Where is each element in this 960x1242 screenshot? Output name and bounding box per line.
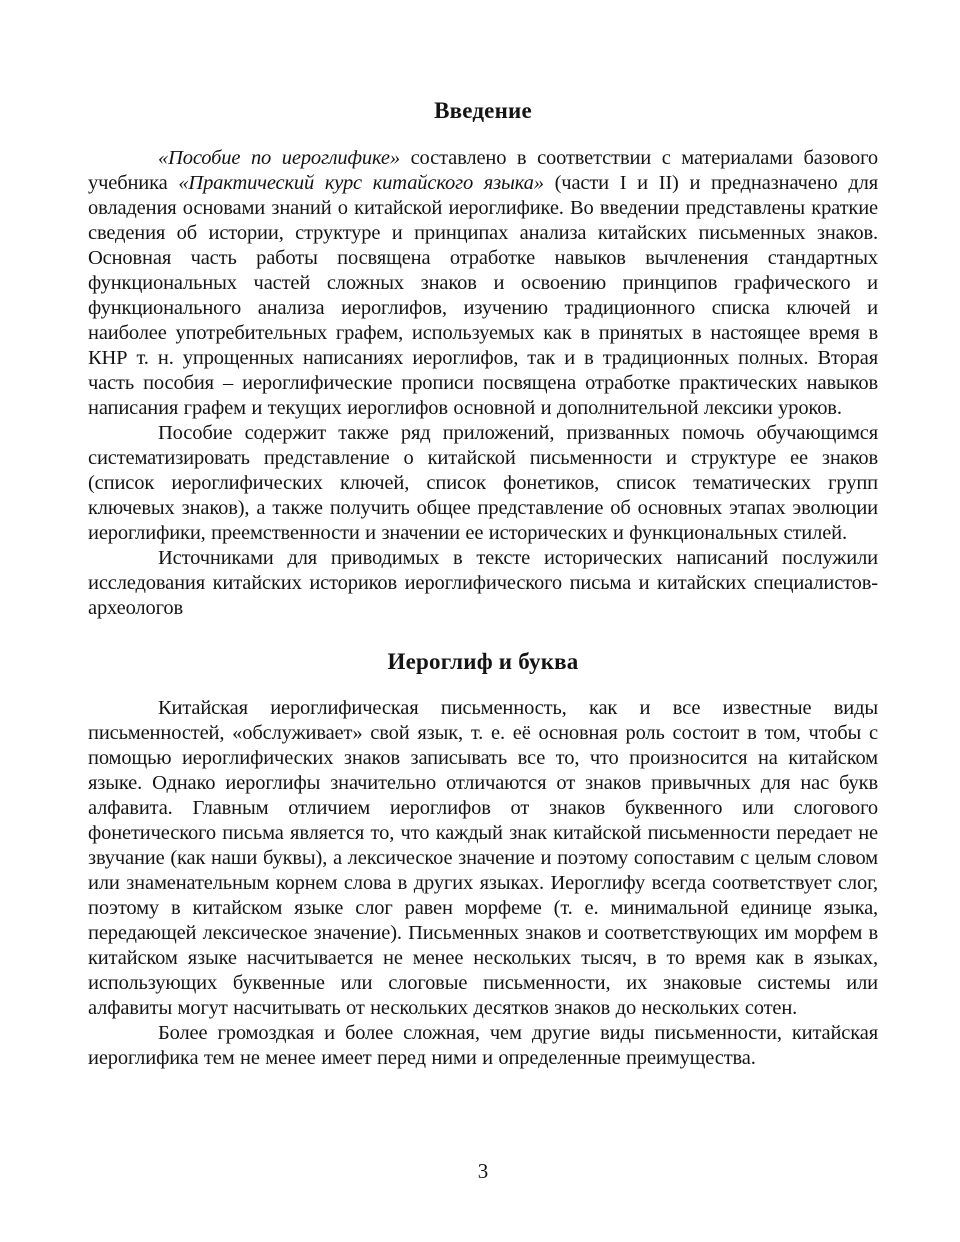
paragraph bbox=[88, 421, 878, 546]
text-run: Китайская иероглифическая письменность, как и все известные виды письменностей, «обслуживает» свой язык, т. е. её основная роль состоит в том, чтобы с помощью иероглифических знаков записывать все то, что произносится на китайском языке. Однако иероглифы значительно отличаются от знаков привычных для нас букв алфавита. Главным отличием иероглифов от знаков буквенного или слогового фонетического письма является то, что каждый знак китайской письменности передает не звучание (как наши буквы), а лексическое значение и поэтому сопоставим с целым словом или знаменательным корнем слова в других языках. Иероглифу всегда соответствует слог, поэтому в китайском языке слог равен морфеме (т. е. минимальной единице языка, передающей лексическое значение). Письменных знаков и соответствующих им морфем в китайском языке насчитывается не менее нескольких тысяч, в то время как в языках, использующих буквенные или слоговые письменности, их знаковые системы или алфавиты могут насчитывать от нескольких десятков знаков до нескольких сотен. bbox=[88, 697, 878, 1019]
text-run: «Пособие по иероглифике» bbox=[158, 147, 400, 169]
text-run: (части I и II) и предназначено для овладения основами знаний о китайской иероглифике. Во введении представлены краткие сведения об истории, структуре и принципах анализа китайских письменных знаков. Основная часть работы посвящена отработке навыков вычленения стандартных функциональных частей сложных знаков и освоению принципов графического и функционального анализа иероглифов, изучению традиционного списка ключей и наиболее употребительных графем, используемых как в принятых в настоящее время в КНР т. н. упрощенных написаниях иероглифов, так и в традиционных полных. Вторая часть пособия – иероглифические прописи посвящена отработке практических навыков написания графем и текущих иероглифов основной и дополнительной лексики уроков. bbox=[88, 172, 878, 419]
section-heading-introduction: Введение bbox=[434, 98, 532, 123]
section-heading-hieroglyph-and-letter: Иероглиф и буква bbox=[387, 649, 579, 674]
text-run: Источниками для приводимых в тексте исторических написаний послужили исследования китайских историков иероглифического письма и китайских специалистов-археологов bbox=[88, 547, 878, 619]
paragraph bbox=[88, 1021, 878, 1071]
text-run: составлено в соответствии с материалами базового учебника bbox=[88, 147, 878, 194]
paragraph bbox=[88, 146, 878, 421]
paragraph bbox=[88, 696, 878, 1021]
text-run: Пособие содержит также ряд приложений, призванных помочь обучающимся систематизировать представление о китайской письменности и структуре ее знаков (список иероглифических ключей, список фонетиков, список тематических групп ключевых знаков), а также получить общее представление об основных этапах эволюции иероглифики, преемственности и значении ее исторических и функциональных стилей. bbox=[88, 422, 878, 544]
text-run: «Практический курс китайского языка» bbox=[178, 172, 544, 194]
page-number: 3 bbox=[477, 1159, 489, 1183]
section-body-hieroglyph-and-letter bbox=[88, 696, 878, 1071]
paragraph bbox=[88, 546, 878, 621]
section-body-introduction bbox=[88, 146, 878, 621]
text-run: Более громоздкая и более сложная, чем другие виды письменности, китайская иероглифика тем не менее имеет перед ними и определенные преимущества. bbox=[88, 1022, 878, 1069]
